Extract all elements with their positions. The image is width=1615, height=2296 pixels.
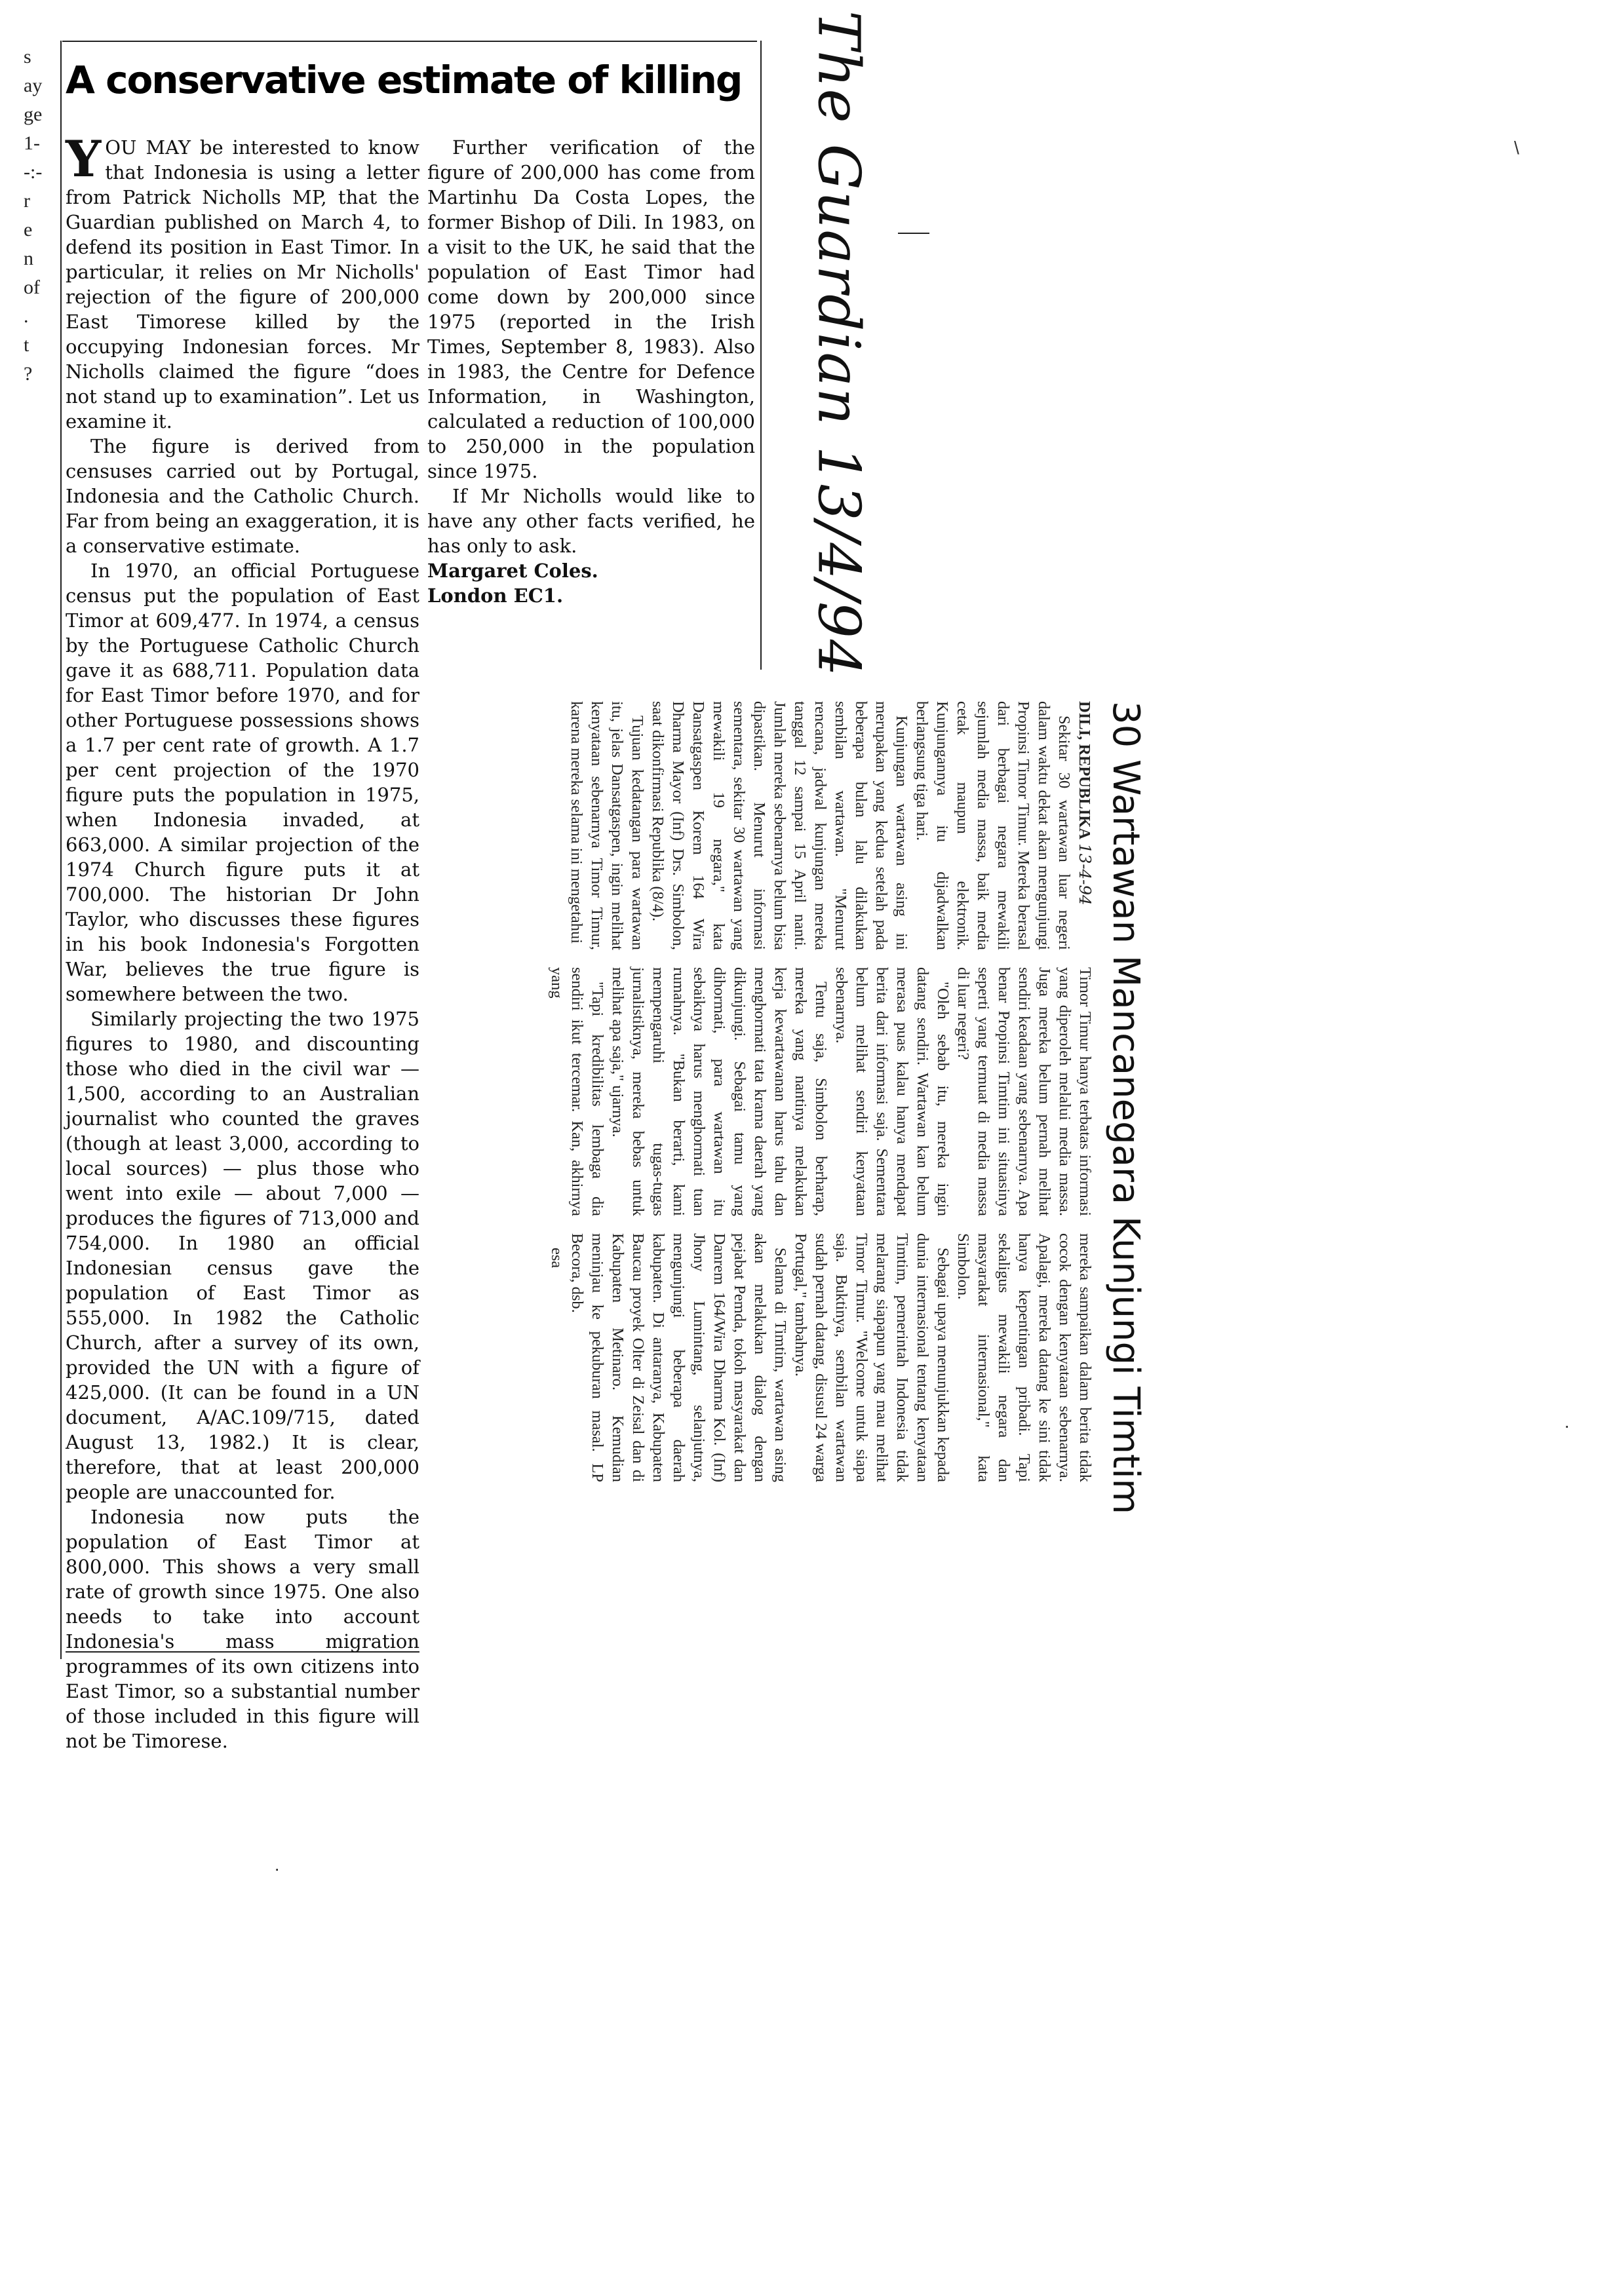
scan-speck: · xyxy=(274,1858,281,1879)
letter-paragraph: In 1970, an official Portuguese census put the population of East Timor at 609,477. In 1974, a census by the Portuguese Catholic Church gave it as 688,711. Population data for East Timor before 1970, and for other Portuguese possessions shows a 1.7 per cent rate of growth. A 1.7 per cent projection of the 1970 figure puts the population in 1975, when Indonesia invaded, at 663,000. A similar projection of the 1974 Church figure puts it at 700,000. The historian Dr John Taylor, who discusses these figures in his book Indonesia's Forgotten War, believes the true figure is somewhere between the two. xyxy=(66,560,419,1005)
letter-paragraph: If Mr Nicholls would like to have any other facts verified, he has only to ask. xyxy=(427,485,755,557)
indonesian-article xyxy=(406,701,1147,1723)
scan-speck: · xyxy=(1564,1415,1570,1436)
edge-letter: ? xyxy=(24,363,33,385)
indonesian-paragraph: Sebagai upaya menunjukkan kepada dunia internasional tentang kenyataan Timtim, pemerintah Indonesia tidak melarang siapapun yang mau melihat Timor Timur. "Welcome untuk siapa saja. Buktinya, sembilan wartawan sudah pernah datang, disusul 24 warga Portugal," tambahnya. xyxy=(792,1233,952,1482)
edge-letter: n xyxy=(24,248,33,269)
edge-letter: ay xyxy=(24,75,43,96)
letter-paragraph: Further verification of the figure of 200,000 has come from Martinhu Da Costa Lopes, the former Bishop of Dili. In 1983, on a visit to the UK, he said that the population of East Timor had come down by 200,000 since 1975 (reported in the Irish Times, September 8, 1983). Also in 1983, the Centre for Defence Information, in Washington, calculated a reduction of 100,000 to 250,000 in the population since 1975. xyxy=(427,136,755,482)
edge-letter: . xyxy=(24,305,29,327)
letter-headline: A conservative estimate of killing xyxy=(66,58,742,102)
signature-place: London EC1. xyxy=(427,584,564,607)
signature-name: Margaret Coles. xyxy=(427,560,598,582)
indonesian-column-2 xyxy=(547,967,1095,1216)
indonesian-paragraph: "Tapi kredibilitas lembaga dia sendiri ikut tercemar. Kan, akhirnya yang xyxy=(548,967,606,1216)
edge-letter: t xyxy=(24,334,29,356)
right-column-rule xyxy=(760,41,762,670)
clipped-edge-fragment xyxy=(24,46,58,392)
handwritten-source-note: The Guardian 13/4/94 xyxy=(805,10,873,678)
edge-letter: of xyxy=(24,277,40,298)
edge-letter: 1- xyxy=(24,132,40,154)
indonesian-paragraph: Timor Timur hanya terbatas informasi yang diperoleh melalui media massa. Juga mereka belum pernah melihat sendiri keadaan yang sebenarnya. Apa benar Propinsi Timtim ini situasinya seperti yang termuat di media massa di luar negeri? xyxy=(954,967,1094,1216)
edge-letter: e xyxy=(24,219,33,240)
handwriting-underline xyxy=(898,233,929,234)
letter-paragraph: YOU MAY be interested to know that Indonesia is using a letter from Patrick Nicholls MP, that the Guardian published on March 4, to defend its position in East Timor. In particular, it relies on Mr Nicholls' rejection of the figure of 200,000 East Timorese killed by the occupying Indonesian forces. Mr Nicholls claimed the figure “does not stand up to examination”. Let us examine it. xyxy=(66,130,419,432)
indonesian-end-mark: esa xyxy=(548,1248,566,1269)
indonesian-paragraph: Selama di Timtim, wartawan asing akan melakukan dialog dengan pejabat Pemda, tokoh masyarakat dan Danrem 164/Wira Dharma Kol. (Inf) Jhony Lumintang, selanjutnya, mengunjungi beberapa daerah kabupaten. Di antaranya, Kabupaten Baucau proyek Olter di Zeisal dan di Kabupaten Metinaro. Kemudian meninjau ke pekuburan masal. LP Becora, dsb. xyxy=(568,1233,789,1482)
letter-column-right xyxy=(427,135,755,608)
indonesian-article-title: 30 Wartawan Mancanegara Kunjungi Timtim xyxy=(1104,701,1147,1515)
dateline: DILI, REPUBLIKA 13-4-94 xyxy=(1076,701,1095,906)
letter-paragraph: Indonesia now puts the population of East Timor at 800,000. This shows a very small rate of growth since 1975. One also needs to take into account Indonesia's mass migration programmes of its own citizens into East Timor, so a substantial number of those included in this figure will not be Timorese. xyxy=(66,1506,419,1752)
letter-column-left xyxy=(66,130,419,1753)
edge-letter: s xyxy=(24,46,31,67)
indonesian-paragraph: Tujuan kedatangan para wartawan itu, jelas Dansatgaspen, ingin melihat kenyataan sebenarnya Timor Timur, karena mereka selama ini mengetahui xyxy=(568,701,646,950)
indonesian-paragraph: mereka sampaikan dalam berita tidak cocok dengan kenyataan sebenarnya. Apalagi, mereka datang ke sini tidak hanya kepentingan pribadi. Tapi sekaligus mewakili negara dan masyarakat internasional," kata Simbolon. xyxy=(954,1233,1094,1482)
indonesian-paragraph: "Oleh sebab itu, mereka ingin datang sendiri. Wartawan kan belum merasa puas kalau hanya mendapat berita dari informasi saja. Sementara belum melihat sendiri kenyataan sebenarnya. xyxy=(832,967,952,1216)
left-column-rule xyxy=(60,41,62,1659)
indonesian-column-1 xyxy=(547,701,1095,950)
indonesian-paragraph: Kunjungan wartawan asing ini merupakan yang kedua setelah pada beberapa bulan lalu dilakukan sembilan wartawan. "Menurut rencana, jadwal kunjungan mereka tanggal 12 sampai 15 April nanti. Jumlah mereka sebenarnya belum bisa dipastikan. Menurut informasi sementara, sekitar 30 wartawan yang mewakili 19 negara," kata Dansatgaspen Korem 164 Wira Dharma Mayor (Inf) Drs. Simbolon, saat dikonfirmasi Republika (8/4). xyxy=(649,701,910,950)
top-rule xyxy=(62,41,757,42)
edge-letter: -:- xyxy=(24,161,43,183)
letter-paragraph: The figure is derived from censuses carried out by Portugal, Indonesia and the Catholic Church. Far from being an exaggeration, it is a conservative estimate. xyxy=(66,435,419,557)
indonesian-paragraph: Sekitar 30 wartawan luar negeri dalam waktu dekat akan mengunjungi Propinsi Timor Timur. Mereka berasal dari berbagai negara mewakili sejumlah media massa, baik media cetak maupun elektronik. Kunjungannya itu dijadwalkan berlangsung tiga hari. xyxy=(913,701,1073,950)
indonesian-column-3 xyxy=(547,1233,1095,1482)
edge-letter: ge xyxy=(24,104,43,125)
indonesian-paragraph: Tentu saja, Simbolon berharap, mereka yang nantinya melakukan kerja kewartawanan harus tahu dan menghormati tata krama daerah yang dikunjungi. Sebagai tamu yang dihormati, para wartawan itu sebaiknya harus menghormati tuan rumahnya. "Bukan berarti, kami mempengaruhi tugas-tugas jurnalistiknya, mereka bebas untuk melihat apa saja," ujarnya. xyxy=(609,967,830,1216)
edge-letter: r xyxy=(24,190,30,212)
scan-speck: \ xyxy=(1514,138,1519,158)
letter-paragraph: Similarly projecting the two 1975 figures to 1980, and discounting those who died in the civil war — 1,500, according to an Australian journalist who counted the graves (though at least 3,000, according to local sources) — plus those who went into exile — about 7,000 — produces the figures of 713,000 and 754,000. In 1980 an official Indonesian census gave the population of East Timor as 555,000. In 1982 the Catholic Church, after a survey of its own, provided the UN with a figure of 425,000. (It can be found in a UN document, A/AC.109/715, dated August 13, 1982.) It is clear, therefore, that at least 200,000 people are unaccounted for. xyxy=(66,1008,419,1503)
drop-cap: Y xyxy=(66,130,102,188)
